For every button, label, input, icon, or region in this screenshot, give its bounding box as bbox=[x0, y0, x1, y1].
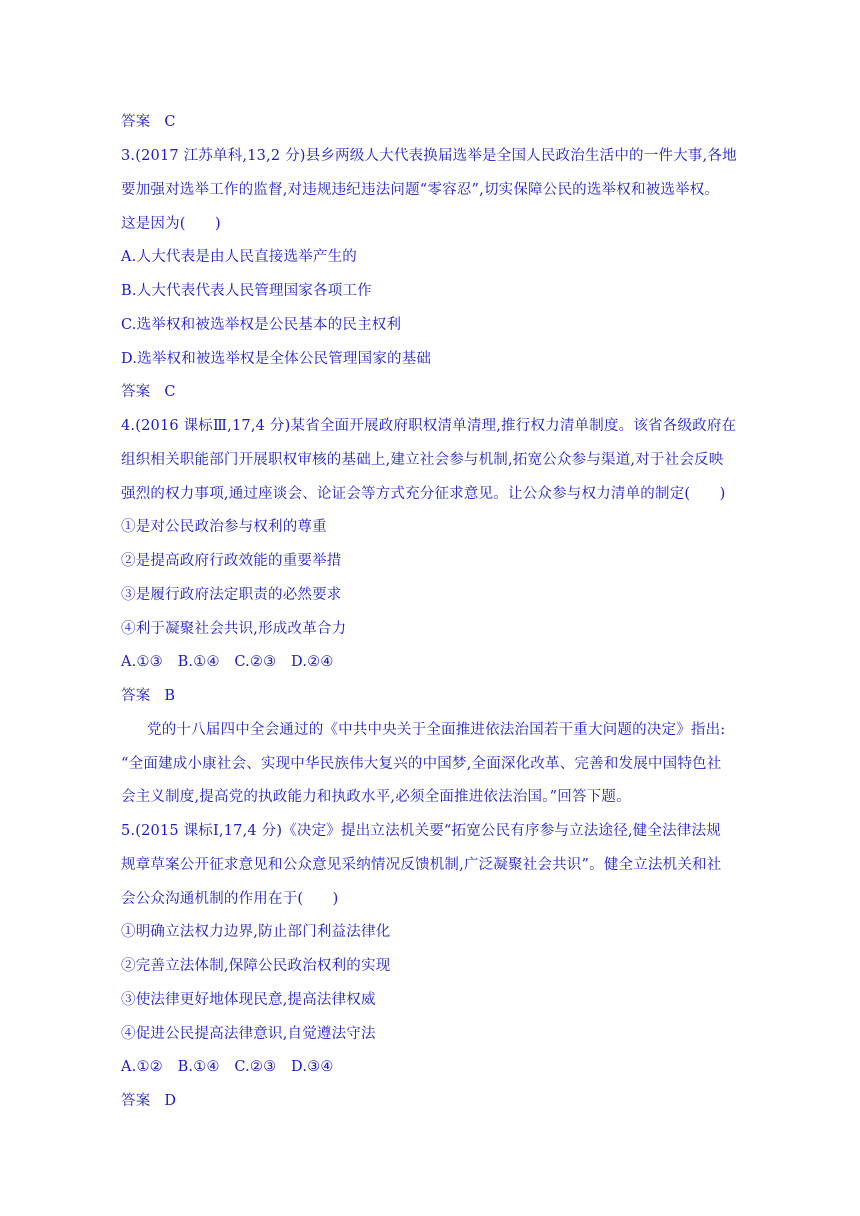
answer-q3 bbox=[121, 382, 761, 402]
q5-statement-3: ③使法律更好地体现民意,提高法律权威 bbox=[121, 992, 376, 1008]
passage-line-3: 会主义制度,提高党的执政能力和执政水平,必须全面推进依法治国。”回答下题。 bbox=[121, 789, 631, 805]
q5-statement-4: ④促进公民提高法律意识,自觉遵法守法 bbox=[121, 1026, 376, 1042]
q3-option-d: D.选举权和被选举权是全体公民管理国家的基础 bbox=[121, 351, 432, 367]
answer-value: D bbox=[164, 1093, 177, 1109]
passage-line-1: 党的十八届四中全会通过的《中共中央关于全面推进依法治国若干重大问题的决定》指出: bbox=[147, 722, 726, 738]
q5-stem-line-1: 5.(2015 课标Ⅰ,17,4 分)《决定》提出立法机关要“拓宽公民有序参与立法途径,健全法律法规 bbox=[121, 823, 721, 839]
q3-option-c: C.选举权和被选举权是公民基本的民主权利 bbox=[121, 317, 402, 333]
q5-stem-line-2: 规章草案公开征求意见和公众意见采纳情况反馈机制,广泛凝聚社会共识”。健全立法机关和社 bbox=[121, 857, 722, 873]
q3-stem-line-1: 3.(2017 江苏单科,13,2 分)县乡两级人大代表换届选举是全国人民政治生活中的一件大事,各地 bbox=[121, 148, 737, 164]
answer-label: 答案 bbox=[121, 688, 151, 704]
q5-statement-1: ①明确立法权力边界,防止部门利益法律化 bbox=[121, 924, 391, 940]
answer-prev bbox=[121, 112, 761, 132]
passage-line-2: “全面建成小康社会、实现中华民族伟大复兴的中国梦,全面深化改革、完善和发展中国特色社 bbox=[121, 756, 722, 772]
q4-statement-2: ②是提高政府行政效能的重要举措 bbox=[121, 553, 342, 569]
q4-stem-line-1: 4.(2016 课标Ⅲ,17,4 分)某省全面开展政府职权清单清理,推行权力清单制度。该省各级政府在 bbox=[121, 418, 737, 434]
answer-label: 答案 bbox=[121, 1093, 151, 1109]
answer-q5 bbox=[121, 1091, 761, 1111]
answer-label: 答案 bbox=[121, 384, 151, 400]
q3-option-b: B.人大代表代表人民管理国家各项工作 bbox=[121, 283, 372, 299]
q5-statement-2: ②完善立法体制,保障公民政治权利的实现 bbox=[121, 958, 391, 974]
answer-q4 bbox=[121, 686, 761, 706]
q3-option-a: A.人大代表是由人民直接选举产生的 bbox=[121, 249, 357, 265]
q4-stem-line-3: 强烈的权力事项,通过座谈会、论证会等方式充分征求意见。让公众参与权力清单的制定( ) bbox=[121, 486, 726, 502]
q4-statement-4: ④利于凝聚社会共识,形成改革合力 bbox=[121, 621, 347, 637]
q3-stem-line-3: 这是因为( ) bbox=[121, 216, 221, 232]
answer-value: C bbox=[164, 114, 176, 130]
q3-stem-line-2: 要加强对选举工作的监督,对违规违纪违法问题“零容忍”,切实保障公民的选举权和被选举权。 bbox=[121, 182, 720, 198]
answer-label: 答案 bbox=[121, 114, 151, 130]
q4-choices: A.①③ B.①④ C.②③ D.②④ bbox=[121, 654, 334, 670]
q5-stem-line-3: 会公众沟通机制的作用在于( ) bbox=[121, 891, 339, 907]
q5-choices: A.①② B.①④ C.②③ D.③④ bbox=[121, 1059, 334, 1075]
q4-statement-1: ①是对公民政治参与权利的尊重 bbox=[121, 519, 327, 535]
q4-statement-3: ③是履行政府法定职责的必然要求 bbox=[121, 587, 342, 603]
answer-value: C bbox=[164, 384, 176, 400]
q4-stem-line-2: 组织相关职能部门开展职权审核的基础上,建立社会参与机制,拓宽公众参与渠道,对于社会反映 bbox=[121, 452, 724, 468]
answer-value: B bbox=[164, 688, 176, 704]
